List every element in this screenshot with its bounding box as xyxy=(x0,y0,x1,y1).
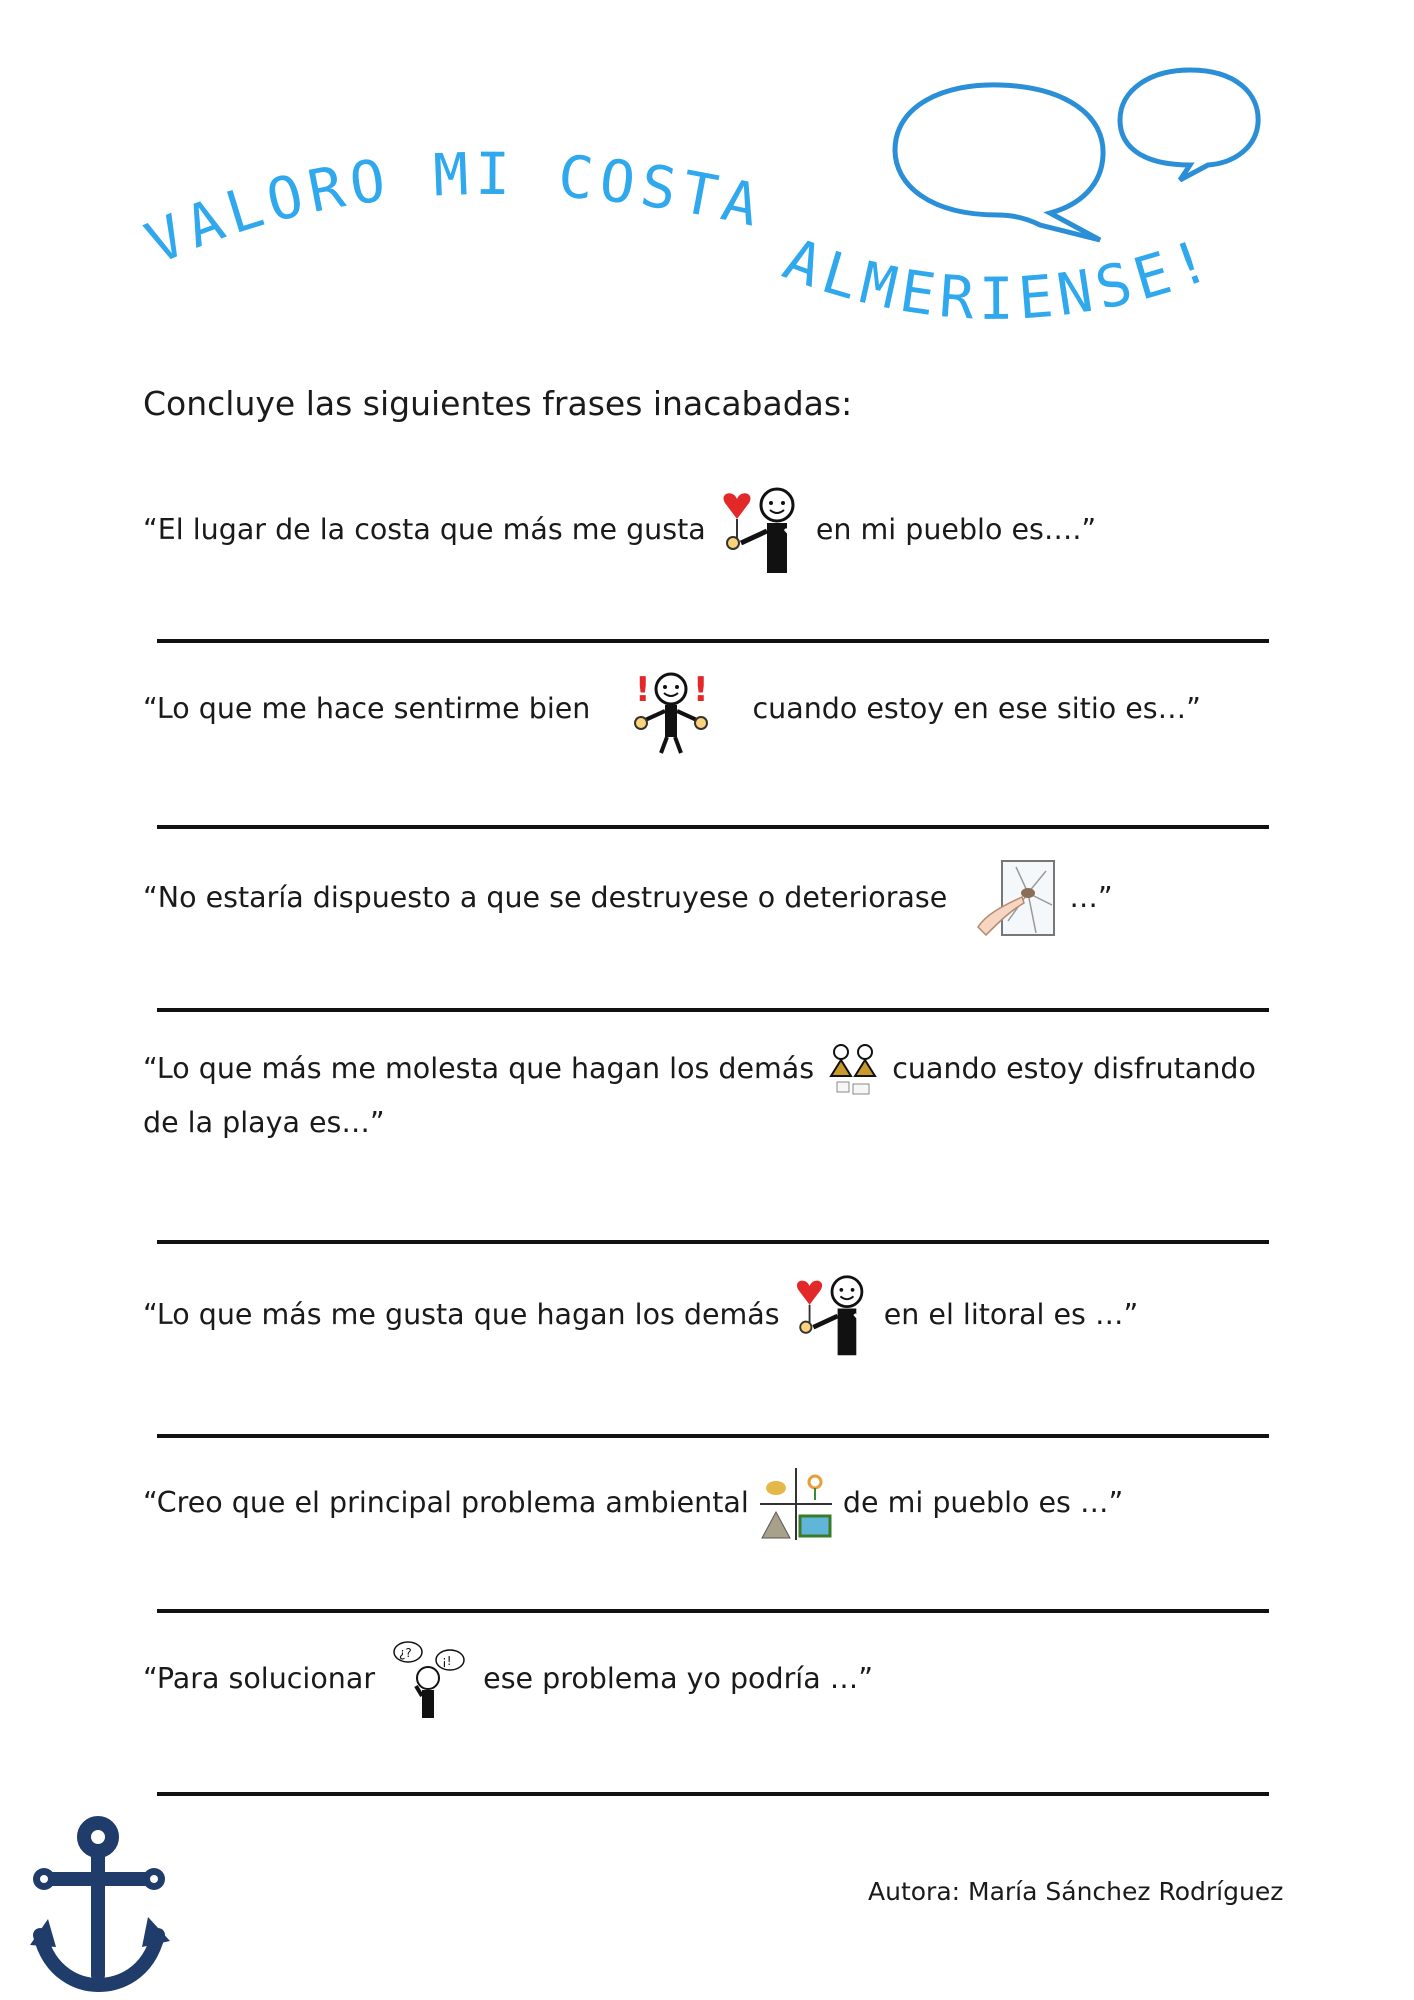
sentence-5-start: “Lo que más me gusta que hagan los demás xyxy=(143,1298,780,1331)
sentence-1 xyxy=(143,485,1096,577)
sentence-3-start: “No estaría dispuesto a que se destruyese o deteriorase xyxy=(143,881,948,914)
title-line-2: ALMERIENSE! xyxy=(775,224,1224,333)
answer-line-3[interactable] xyxy=(157,1008,1269,1012)
environment-icon xyxy=(758,1466,834,1542)
answer-line-7[interactable] xyxy=(157,1792,1269,1796)
sentence-5 xyxy=(143,1270,1138,1362)
answer-line-4[interactable] xyxy=(157,1240,1269,1244)
sentence-4-start: “Lo que más me molesta que hagan los demás xyxy=(143,1052,815,1085)
broken-glass-icon xyxy=(976,857,1060,941)
sentence-4-line2: de la playa es…” xyxy=(143,1106,385,1139)
sentence-2-start: “Lo que me hace sentirme bien xyxy=(143,692,591,725)
sentence-7-start: “Para solucionar xyxy=(143,1662,376,1695)
answer-line-5[interactable] xyxy=(157,1434,1269,1438)
svg-text:¡!: ¡! xyxy=(442,1654,452,1668)
sentence-6 xyxy=(143,1466,1123,1542)
answer-line-1[interactable] xyxy=(157,639,1269,643)
sentence-5-end: en el litoral es …” xyxy=(883,1298,1139,1331)
sentence-7 xyxy=(143,1640,873,1720)
thinking-person-icon xyxy=(384,1640,474,1720)
sentence-2-end: cuando estoy en ese sitio es…” xyxy=(752,692,1201,725)
speech-bubbles-icon xyxy=(890,55,1290,255)
like-person-icon xyxy=(789,1270,875,1362)
like-person-icon xyxy=(715,485,807,577)
sentence-4 xyxy=(143,1040,1256,1146)
sentence-1-start: “El lugar de la costa que más me gusta xyxy=(143,513,706,546)
author-credit: Autora: María Sánchez Rodríguez xyxy=(868,1877,1284,1906)
happy-person-icon xyxy=(619,665,729,755)
title-line-1: VALORO MI COSTA xyxy=(136,139,771,278)
sentence-4-end: cuando estoy disfrutando xyxy=(892,1052,1256,1085)
svg-text:!: ! xyxy=(635,670,651,710)
answer-line-6[interactable] xyxy=(157,1609,1269,1613)
svg-text:!: ! xyxy=(693,670,709,710)
litter-people-icon xyxy=(823,1040,883,1100)
svg-text:VALORO MI COSTA xyxy=(136,140,770,278)
sentence-2 xyxy=(143,665,1201,755)
sentence-6-start: “Creo que el principal problema ambiental xyxy=(143,1486,749,1519)
sentence-1-end: en mi pueblo es….” xyxy=(815,513,1097,546)
anchor-icon xyxy=(30,1815,190,1995)
sentence-3-end: …” xyxy=(1069,881,1113,914)
sentence-7-end: ese problema yo podría …” xyxy=(483,1662,874,1695)
sentence-6-end: de mi pueblo es …” xyxy=(842,1486,1124,1519)
instructions: Concluye las siguientes frases inacabadas: xyxy=(143,384,853,423)
sentence-3 xyxy=(143,857,1113,941)
svg-text:¿?: ¿? xyxy=(399,1646,412,1660)
answer-line-2[interactable] xyxy=(157,825,1269,829)
